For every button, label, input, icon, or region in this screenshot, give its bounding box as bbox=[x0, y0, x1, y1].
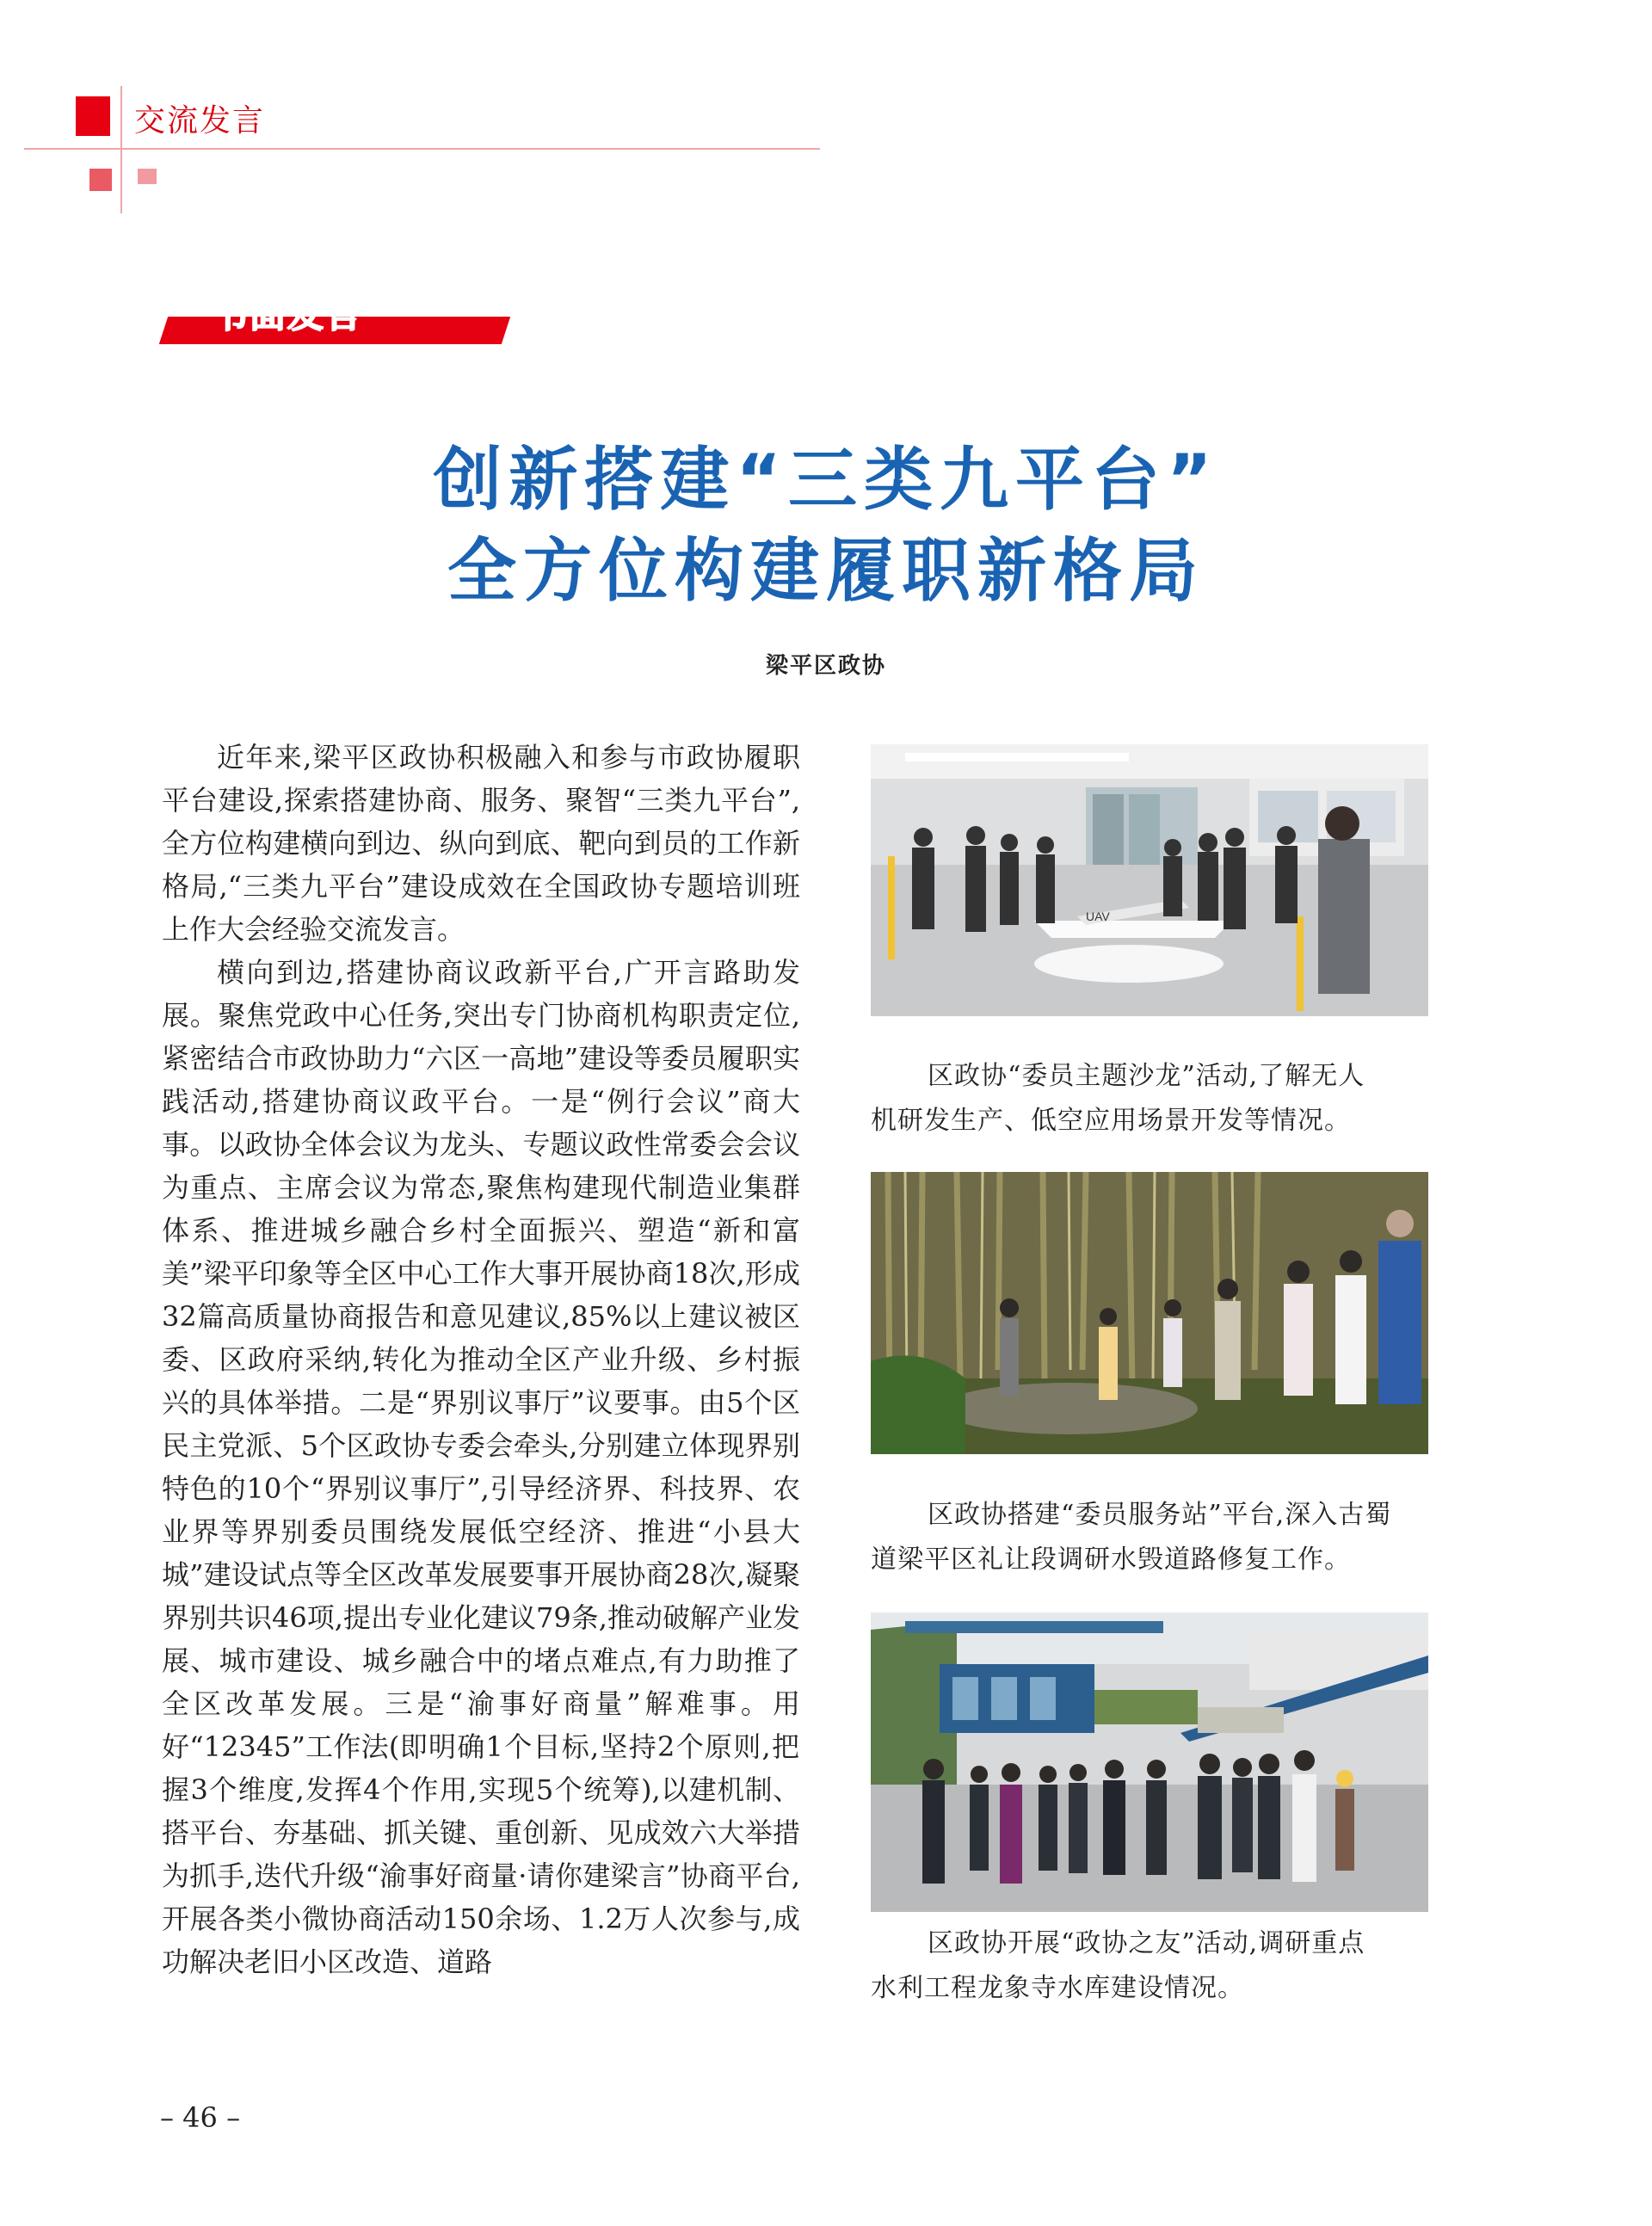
header-red-square bbox=[76, 96, 110, 136]
caption-1-line-1: 区政协“委员主题沙龙”活动,了解无人 bbox=[928, 1061, 1365, 1091]
page-number: – 46 – bbox=[160, 2101, 241, 2134]
header-pink-square bbox=[89, 169, 112, 191]
caption-2-line-2: 道梁平区礼让段调研水毁道路修复工作。 bbox=[871, 1545, 1351, 1575]
header-rule bbox=[24, 148, 820, 150]
header-light-square bbox=[138, 169, 157, 184]
photo-reservoir bbox=[871, 1612, 1428, 1912]
paragraph-2-main: 横向到边,搭建协商议政新平台,广开言路助发展。聚焦党政中心任务,突出专门协商机构职责定位,紧密结合市政协助力“六区一高地”建设等委员履职实践活动,搭建协商议政平台。一是“例行会议”商大事。以政协全体会议为龙头、专题议政性常委会会议为重点、主席会议为常态,聚焦构建现代制造业集群体系、推进城乡融合乡村全面振兴、塑造“新和富美”梁平印象等全区中心工作大事开展协商18次,形成32篇高质量协商报告和意见建议,85%以上建议被区委、区政府采纳,转化为推动全区产业升级、乡村振兴的具体举措。二是“界别议事厅”议要事。由5个区民主党派、5个区政协专委会牵头,分别建立体现界别特色的10个“界别议事厅”,引导经济界、科技界、农业界等界别委员围绕发展低空经济、推进“小县大城”建设试点等全区改革发展要事开展协商28次,凝聚界别共识46项,提出专业化建议79条,推动破解产业发展、城市建设、城乡融合中的堵点难点,有力助推了全区改革发展。三是“渝事好商量”解难事。用好“12345”工作法( bbox=[162, 956, 800, 1763]
caption-3-line-2: 水利工程龙象寺水库建设情况。 bbox=[871, 1973, 1244, 2003]
caption-1 bbox=[871, 1054, 1439, 1144]
article-title bbox=[0, 435, 1652, 617]
caption-3 bbox=[871, 1921, 1439, 2011]
section-label: 交流发言 bbox=[134, 103, 266, 139]
header-vertical-rule bbox=[120, 86, 122, 213]
photo-bamboo-road bbox=[871, 1172, 1428, 1454]
caption-3-line-1: 区政协开展“政协之友”活动,调研重点 bbox=[928, 1928, 1365, 1958]
paragraph-2-note: 即明确1个目标,坚持2个原则,把握3个维度,发挥4个作用,实现5个统筹 bbox=[162, 1730, 800, 1806]
caption-1-line-2: 机研发生产、低空应用场景开发等情况。 bbox=[871, 1106, 1351, 1136]
caption-2-line-1: 区政协搭建“委员服务站”平台,深入古蜀 bbox=[928, 1500, 1392, 1530]
photo-uav-salon bbox=[871, 744, 1428, 1016]
paragraph-1: 近年来,梁平区政协积极融入和参与市政协履职平台建设,探索搭建协商、服务、聚智“三类九平台”,全方位构建横向到边、纵向到底、靶向到员的工作新格局,“三类九平台”建设成效在全国政协专题培训班上作大会经验交流发言。 bbox=[162, 741, 800, 946]
title-line-2: 全方位构建履职新格局 bbox=[447, 531, 1205, 611]
article-body bbox=[162, 736, 800, 1983]
tag-label: 书面发言 bbox=[212, 293, 364, 336]
title-line-1: 创新搭建“三类九平台” bbox=[433, 440, 1219, 520]
article-author: 梁平区政协 bbox=[765, 653, 886, 679]
paragraph-2-tail: ),以建机制、搭平台、夯基础、抓关键、重创新、见成效六大举措为抓手,迭代升级“渝事好商量·请你建梁言”协商平台,开展各类小微协商活动150余场、1.2万人次参与,成功解决老旧小区改造、道路 bbox=[162, 1773, 800, 1978]
uav-sign: UAV bbox=[1086, 910, 1110, 923]
paragraph-2 bbox=[162, 951, 800, 1983]
caption-2 bbox=[871, 1493, 1439, 1582]
